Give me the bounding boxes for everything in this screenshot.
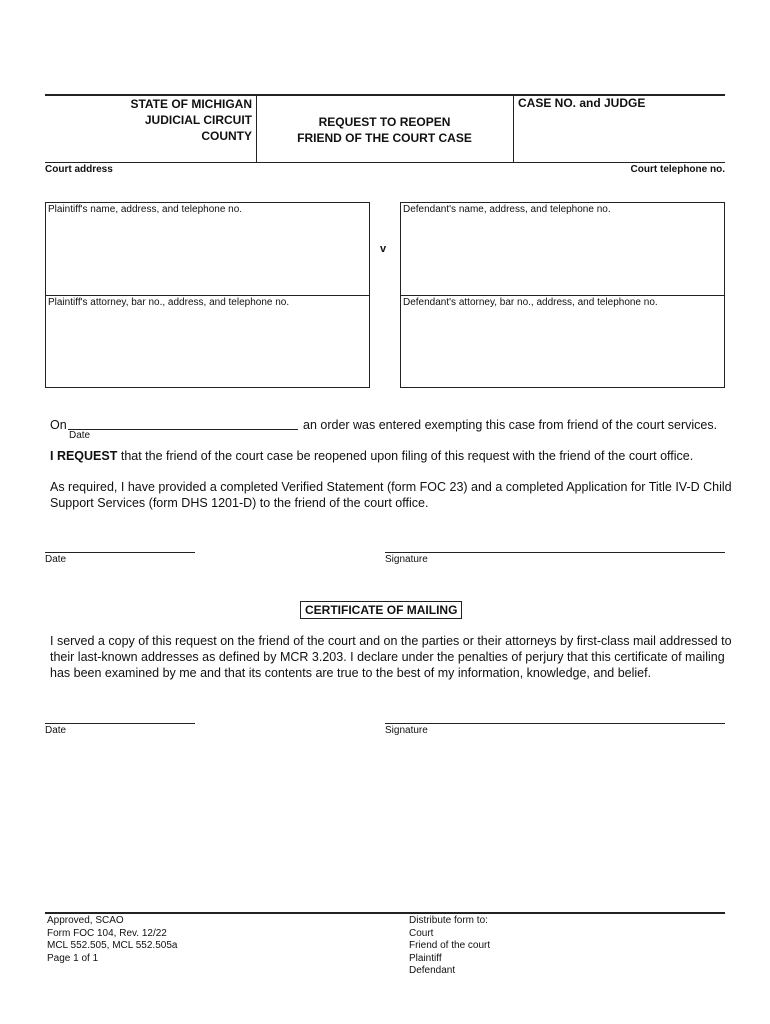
footer-dist-plaintiff: Plaintiff (409, 952, 442, 964)
plaintiff-label: Plaintiff's name, address, and telephone no. (48, 204, 243, 215)
certificate-line3: has been examined by me and that its contents are true to the best of my information, knowledge, and belief. (50, 666, 652, 680)
state-label: STATE OF MICHIGAN (130, 97, 252, 111)
case-no-field[interactable]: CASE NO. and JUDGE (518, 96, 646, 110)
defendant-divider (401, 295, 724, 296)
footer-rule (45, 912, 725, 914)
form-title (256, 114, 513, 146)
footer-page: Page 1 of 1 (47, 952, 99, 964)
order-date-line[interactable] (68, 429, 298, 430)
form-title-line2: FRIEND OF THE COURT CASE (297, 131, 472, 145)
versus-label: v (380, 243, 387, 255)
signature-label-2: Signature (385, 725, 428, 736)
plaintiff-box[interactable] (45, 202, 370, 388)
date-line-2[interactable] (45, 723, 195, 724)
circuit-label: JUDICIAL CIRCUIT (144, 113, 252, 127)
date-label-1: Date (45, 554, 67, 565)
certificate-paragraph (50, 633, 750, 681)
footer-distribute: Distribute form to: (409, 915, 488, 926)
order-date-label: Date (69, 430, 91, 441)
defendant-label: Defendant's name, address, and telephone no. (403, 204, 611, 215)
court-block (60, 96, 252, 144)
header-right-divider (513, 94, 514, 162)
plaintiff-attorney-label: Plaintiff's attorney, bar no., address, and telephone no. (48, 297, 290, 308)
as-required-line1: As required, I have provided a completed Verified Statement (form FOC 23) and a completed Application for Title IV-D Child (50, 480, 732, 494)
footer-approved: Approved, SCAO (47, 915, 124, 926)
defendant-attorney-label: Defendant's attorney, bar no., address, and telephone no. (403, 297, 658, 308)
footer-right (409, 915, 490, 978)
request-paragraph (50, 448, 740, 464)
footer-left (47, 915, 177, 965)
footer-dist-foc: Friend of the court (409, 940, 491, 951)
signature-line-1[interactable] (385, 552, 725, 553)
order-text: an order was entered exempting this case from friend of the court services. (303, 418, 718, 432)
court-address-label: Court address (45, 164, 113, 175)
county-label: COUNTY (201, 129, 252, 143)
signature-label-1: Signature (385, 554, 428, 565)
signature-line-2[interactable] (385, 723, 725, 724)
certificate-title: CERTIFICATE OF MAILING (300, 601, 462, 619)
certificate-line2: their last-known addresses as defined by MCR 3.203. I declare under the penalties of perjury that this certificate of mailing (50, 650, 725, 664)
certificate-line1: I served a copy of this request on the friend of the court and on the parties or their attorneys by first-class mail addressed to (50, 634, 732, 648)
date-label-2: Date (45, 725, 67, 736)
defendant-box[interactable] (400, 202, 725, 388)
footer-mcl: MCL 552.505, MCL 552.505a (47, 940, 178, 951)
footer-dist-defendant: Defendant (409, 965, 456, 976)
request-rest: that the friend of the court case be reopened upon filing of this request with the friend of the court office. (117, 449, 694, 463)
as-required-paragraph (50, 479, 750, 511)
footer-dist-court: Court (409, 927, 434, 939)
date-line-1[interactable] (45, 552, 195, 553)
header-bottom-rule (45, 162, 725, 163)
court-telephone-label: Court telephone no. (630, 164, 725, 175)
order-on-label: On (50, 418, 67, 432)
as-required-line2: Support Services (form DHS 1201-D) to the friend of the court office. (50, 496, 429, 510)
footer-form-number: Form FOC 104, Rev. 12/22 (47, 927, 167, 939)
request-bold: I REQUEST (50, 449, 118, 463)
plaintiff-divider (46, 295, 369, 296)
form-title-line1: REQUEST TO REOPEN (318, 115, 451, 129)
